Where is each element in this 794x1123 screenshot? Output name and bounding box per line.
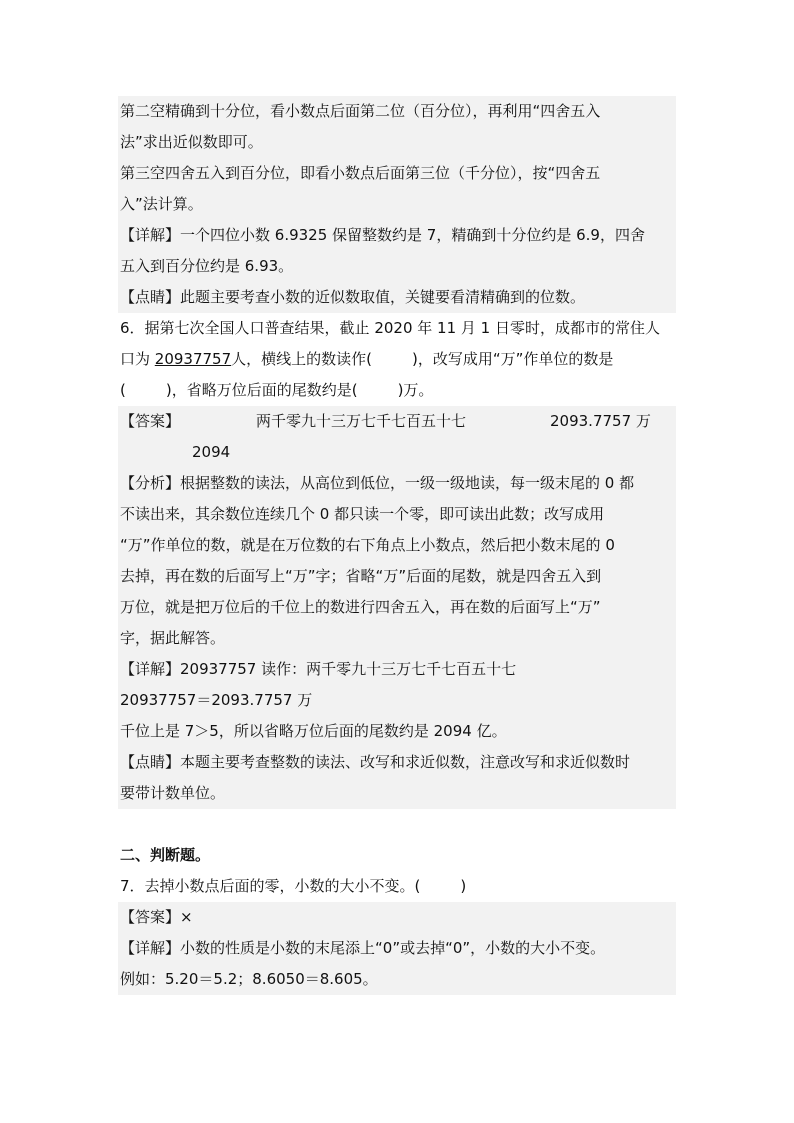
question-text: )	[460, 877, 467, 895]
question-6	[118, 313, 676, 406]
answer-line: 【答案】×	[120, 908, 193, 926]
question-7	[118, 871, 676, 902]
detail-line: 五入到百分位约是 6.93。	[120, 257, 294, 275]
question-text: 人，横线上的数读作(	[231, 350, 372, 368]
question-line	[118, 375, 676, 406]
text-line: 第三空四舍五入到百分位，即看小数点后面第三位（千分位），按“四舍五	[120, 164, 601, 182]
question-line	[118, 344, 676, 375]
detail-line: 千位上是 7＞5，所以省略万位后面的尾数约是 2094 亿。	[120, 722, 507, 740]
solution-block-q5	[118, 96, 676, 313]
question-text: 口为	[120, 350, 155, 368]
key-point-line: 【点睛】本题主要考查整数的读法、改写和求近似数，注意改写和求近似数时	[120, 753, 631, 771]
question-text: )万。	[397, 381, 434, 399]
document-page	[118, 96, 676, 995]
question-line: 6．据第七次全国人口普查结果，截止 2020 年 11 月 1 日零时，成都市的常住人	[120, 319, 660, 337]
detail-line: 例如：5.20＝5.2；8.6050＝8.605。	[120, 970, 378, 988]
answer-2: 2093.7757 万	[550, 412, 651, 430]
question-text: (	[120, 381, 126, 399]
detail-line: 【详解】一个四位小数 6.9325 保留整数约是 7，精确到十分位约是 6.9，四舍	[120, 226, 645, 244]
analysis-line: 万位，就是把万位后的千位上的数进行四舍五入，再在数的后面写上“万”	[120, 598, 601, 616]
text-line: 法”求出近似数即可。	[120, 133, 263, 151]
answer-label: 【答案】	[120, 412, 181, 430]
question-text: )，省略万位后面的尾数约是(	[165, 381, 358, 399]
key-point-line: 要带计数单位。	[120, 784, 226, 802]
section-heading: 二、判断题。	[120, 846, 211, 864]
spacer	[118, 809, 676, 840]
solution-block-q7	[118, 902, 676, 995]
analysis-line: 【分析】根据整数的读法，从高位到低位，一级一级地读，每一级末尾的 0 都	[120, 474, 635, 492]
answer-3: 2094	[192, 443, 231, 461]
answer-line	[118, 406, 676, 437]
analysis-line: “万”作单位的数，就是在万位数的右下角点上小数点，然后把小数末尾的 0	[120, 536, 615, 554]
text-line: 入”法计算。	[120, 195, 203, 213]
text-line: 第二空精确到十分位，看小数点后面第二位（百分位），再利用“四舍五入	[120, 102, 601, 120]
detail-line: 【详解】小数的性质是小数的末尾添上“0”或去掉“0”，小数的大小不变。	[120, 939, 606, 957]
answer-1: 两千零九十三万七千七百五十七	[256, 412, 467, 430]
analysis-line: 不读出来，其余数位连续几个 0 都只读一个零，即可读出此数；改写成用	[120, 505, 605, 523]
question-text: 7．去掉小数点后面的零，小数的大小不变。(	[120, 877, 421, 895]
key-point-line: 【点睛】此题主要考查小数的近似数取值，关键要看清精确到的位数。	[120, 288, 586, 306]
solution-block-q6	[118, 406, 676, 809]
underlined-number: 20937757	[154, 350, 232, 368]
detail-line: 【详解】20937757 读作：两千零九十三万七千七百五十七	[120, 660, 517, 678]
question-text: )，改写成用“万”作单位的数是	[412, 350, 614, 368]
detail-line: 20937757＝2093.7757 万	[120, 691, 313, 709]
analysis-line: 去掉，再在数的后面写上“万”字；省略“万”后面的尾数，就是四舍五入到	[120, 567, 602, 585]
analysis-line: 字，据此解答。	[120, 629, 226, 647]
